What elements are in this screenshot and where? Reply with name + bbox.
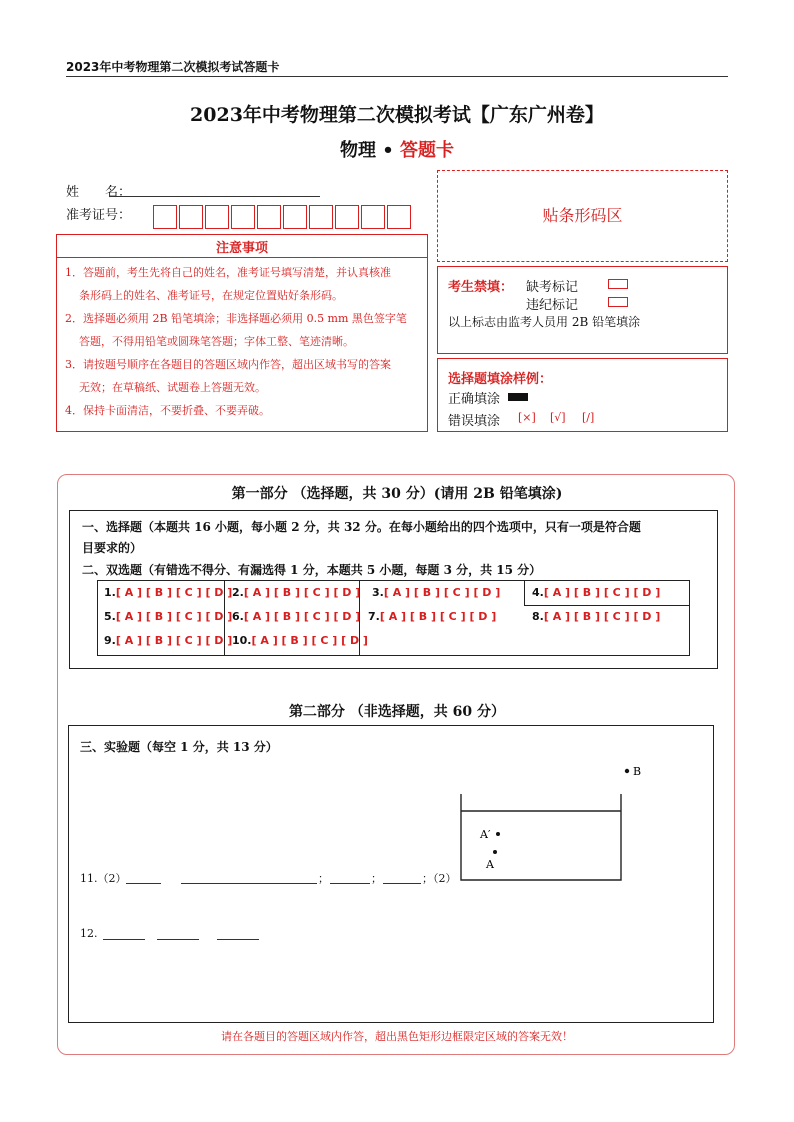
point-a-prime-label: A′ <box>480 828 491 841</box>
barcode-area <box>437 170 728 262</box>
q12-label: 12. <box>80 927 98 940</box>
q12-blank-1[interactable] <box>103 939 145 940</box>
fill-sample-title: 选择题填涂样例： <box>448 372 553 387</box>
header-divider <box>66 76 728 77</box>
exam-id-label: 准考证号： <box>66 208 132 223</box>
point-b-label: B <box>633 765 642 778</box>
q11-blank-4[interactable] <box>383 883 421 884</box>
notice-item: 条形码上的姓名、准考证号，在规定位置贴好条形码。 <box>79 289 343 302</box>
point-a-prime-dot <box>496 832 500 836</box>
id-digit-box[interactable] <box>205 205 229 229</box>
id-digit-box[interactable] <box>335 205 359 229</box>
notice-item: 答题，不得用铅笔或圆珠笔答题；字体工整、笔迹清晰。 <box>79 335 354 348</box>
id-digit-box[interactable] <box>387 205 411 229</box>
footer-warning: 请在各题目的答题区域内作答，超出黑色矩形边框限定区域的答案无效！ <box>221 1030 573 1043</box>
point-a-label: A <box>486 858 494 871</box>
q11-separator-1: ； <box>318 872 329 885</box>
q12-blank-2[interactable] <box>157 939 199 940</box>
id-digit-box[interactable] <box>309 205 333 229</box>
prohibited-label: 考生禁填： <box>448 280 514 295</box>
notice-item: 4．保持卡面清洁，不要折叠、不要弄破。 <box>65 404 270 417</box>
choice-item-3[interactable]: 3.[ A ] [ B ] [ C ] [ D ] <box>372 586 501 599</box>
correct-fill-sample <box>508 393 528 401</box>
part1-heading: 第一部分 （选择题，共 30 分）(请用 2B 铅笔填涂) <box>231 486 563 502</box>
q11-blank-2[interactable] <box>181 883 317 884</box>
fill-sample-box <box>437 358 728 432</box>
id-digit-box[interactable] <box>257 205 281 229</box>
point-a-dot <box>493 850 497 854</box>
wrong-mark-slash: [/] <box>582 411 595 424</box>
notice-box <box>56 234 428 432</box>
absent-label: 缺考标记 <box>526 280 579 295</box>
id-digit-box[interactable] <box>179 205 203 229</box>
section3-title: 三、实验题（每空 1 分，共 13 分） <box>80 740 278 754</box>
choice-item-10[interactable]: 10.[ A ] [ B ] [ C ] [ D ] <box>232 634 368 647</box>
part2-box <box>68 725 714 1023</box>
notice-title: 注意事项 <box>215 241 268 256</box>
id-digit-box[interactable] <box>153 205 177 229</box>
notice-list <box>65 261 425 422</box>
q11-separator-2: ； <box>371 872 382 885</box>
wrong-fill-label: 错误填涂 <box>448 414 501 429</box>
subtitle-subject: 物理 • <box>339 140 401 161</box>
running-header: 2023年中考物理第二次模拟考试答题卡 <box>66 60 280 74</box>
id-digit-box[interactable] <box>361 205 385 229</box>
choice-item-4[interactable]: 4.[ A ] [ B ] [ C ] [ D ] <box>532 586 661 599</box>
name-label: 姓 名： <box>66 185 132 200</box>
correct-fill-label: 正确填涂 <box>448 392 501 407</box>
choice-item-8[interactable]: 8.[ A ] [ B ] [ C ] [ D ] <box>532 610 661 623</box>
wrong-mark-check: [√] <box>550 411 566 424</box>
notice-item: 3．请按题号顺序在各题目的答题区域内作答，超出区域书写的答案 <box>65 358 391 371</box>
notice-item: 无效；在草稿纸、试题卷上答题无效。 <box>79 381 266 394</box>
q11-blank-3[interactable] <box>330 883 370 884</box>
subtitle-answer-card: 答题卡 <box>400 140 455 161</box>
notice-item: 1．答题前，考生先将自己的姓名，准考证号填写清楚，并认真核准 <box>65 266 391 279</box>
violation-mark-box[interactable] <box>608 297 628 307</box>
q12-blank-3[interactable] <box>217 939 259 940</box>
q11-label: 11.（2） <box>80 872 127 885</box>
wrong-mark-x: [×] <box>518 411 536 424</box>
page-subtitle <box>0 136 794 162</box>
violation-label: 违纪标记 <box>526 298 579 313</box>
absent-mark-box[interactable] <box>608 279 628 289</box>
page-title: 2023年中考物理第二次模拟考试【广东广州卷】 <box>190 104 604 126</box>
prohibited-note: 以上标志由监考人员用 2B 铅笔填涂 <box>448 315 641 329</box>
choice-item-7[interactable]: 7.[ A ] [ B ] [ C ] [ D ] <box>368 610 497 623</box>
choice-item-5[interactable]: 5.[ A ] [ B ] [ C ] [ D ] <box>104 610 233 623</box>
q11-separator-3: ；（2） <box>422 872 457 885</box>
experiment-diagram <box>449 756 659 886</box>
id-digit-box[interactable] <box>231 205 255 229</box>
name-field[interactable] <box>110 196 320 197</box>
part1-instruction-cont: 目要求的） <box>82 541 143 555</box>
choice-item-9[interactable]: 9.[ A ] [ B ] [ C ] [ D ] <box>104 634 233 647</box>
part2-double-choice-instruction: 二、双选题（有错选不得分、有漏选得 1 分，本题共 5 小题，每题 3 分，共 15 分） <box>82 563 542 577</box>
choice-grid <box>97 580 690 656</box>
part2-heading: 第二部分 （非选择题，共 60 分） <box>288 704 506 720</box>
choice-item-1[interactable]: 1.[ A ] [ B ] [ C ] [ D ] <box>104 586 233 599</box>
prohibited-box <box>437 266 728 354</box>
point-b-dot <box>625 769 629 773</box>
choice-item-6[interactable]: 6.[ A ] [ B ] [ C ] [ D ] <box>232 610 361 623</box>
choice-item-2[interactable]: 2.[ A ] [ B ] [ C ] [ D ] <box>232 586 361 599</box>
notice-item: 2．选择题必须用 2B 铅笔填涂；非选择题必须用 0.5 mm 黑色签字笔 <box>65 312 407 325</box>
part1-instruction: 一、选择题（本题共 16 小题，每小题 2 分，共 32 分。在每小题给出的四个选项中，只有一项是符合题 <box>82 520 641 534</box>
q11-blank-1[interactable] <box>126 883 161 884</box>
id-digit-box[interactable] <box>283 205 307 229</box>
barcode-label: 贴条形码区 <box>542 206 623 225</box>
